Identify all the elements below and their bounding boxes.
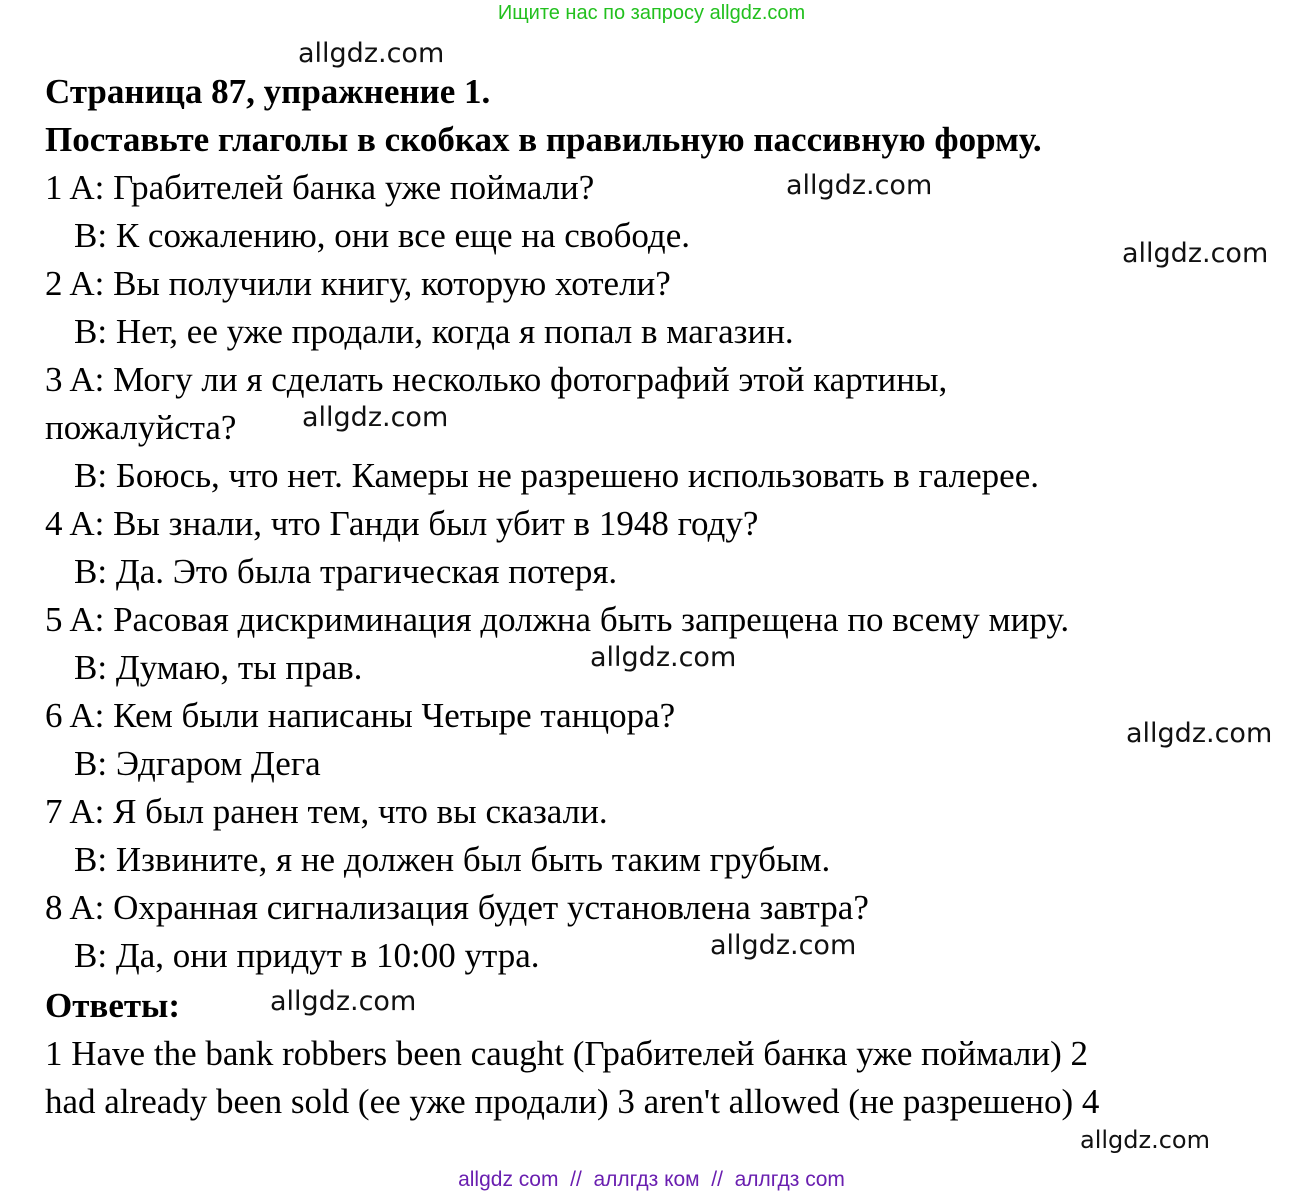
- watermark: allgdz.com: [786, 170, 933, 201]
- dialogue-answer: B: Думаю, ты прав.: [74, 648, 363, 687]
- dialogue-question: 2 A: Вы получили книгу, которую хотели?: [45, 264, 671, 303]
- watermark: allgdz.com: [1126, 718, 1273, 749]
- watermark: allgdz.com: [710, 930, 857, 961]
- dialogue-question: 8 A: Охранная сигнализация будет установлена завтра?: [45, 888, 869, 927]
- dialogue-question: 7 A: Я был ранен тем, что вы сказали.: [45, 792, 608, 831]
- dialogue-answer: B: Извините, я не должен был быть таким грубым.: [74, 840, 831, 879]
- dialogue-answer: B: Боюсь, что нет. Камеры не разрешено использовать в галерее.: [74, 456, 1039, 495]
- watermark: allgdz.com: [270, 986, 417, 1017]
- exercise-instruction: Поставьте глаголы в скобках в правильную пассивную форму.: [45, 120, 1042, 159]
- footer-links-text: allgdz com // аллгдз ком // аллгдз com: [458, 1168, 845, 1191]
- dialogue-question: 6 A: Кем были написаны Четыре танцора?: [45, 696, 676, 735]
- dialogue-answer: B: Да, они придут в 10:00 утра.: [74, 936, 540, 975]
- watermark: allgdz.com: [590, 642, 737, 673]
- watermark: allgdz.com: [1122, 238, 1269, 269]
- page-title: Страница 87, упражнение 1.: [45, 72, 491, 111]
- dialogue-question: 1 A: Грабителей банка уже поймали?: [45, 168, 595, 207]
- dialogue-question: 5 A: Расовая дискриминация должна быть запрещена по всему миру.: [45, 600, 1070, 639]
- answers-line: 1 Have the bank robbers been caught (Грабителей банка уже поймали) 2: [45, 1034, 1088, 1073]
- watermark: allgdz.com: [298, 38, 445, 69]
- dialogue-answer: B: Да. Это была трагическая потеря.: [74, 552, 618, 591]
- answers-title: Ответы:: [45, 986, 181, 1025]
- top-banner-text: Ищите нас по запросу allgdz.com: [497, 2, 806, 24]
- dialogue-question: 3 A: Могу ли я сделать несколько фотографий этой картины,: [45, 360, 948, 399]
- watermark: allgdz.com: [1080, 1126, 1210, 1154]
- watermark: allgdz.com: [302, 402, 449, 433]
- dialogue-question: 4 A: Вы знали, что Ганди был убит в 1948 году?: [45, 504, 759, 543]
- dialogue-answer: B: Эдгаром Дега: [74, 744, 321, 783]
- dialogue-question-continued: пожалуйста?: [45, 408, 237, 447]
- dialogue-answer: B: К сожалению, они все еще на свободе.: [74, 216, 690, 255]
- dialogue-answer: B: Нет, ее уже продали, когда я попал в магазин.: [74, 312, 794, 351]
- answers-line: had already been sold (ее уже продали) 3 aren't allowed (не разрешено) 4: [45, 1082, 1100, 1121]
